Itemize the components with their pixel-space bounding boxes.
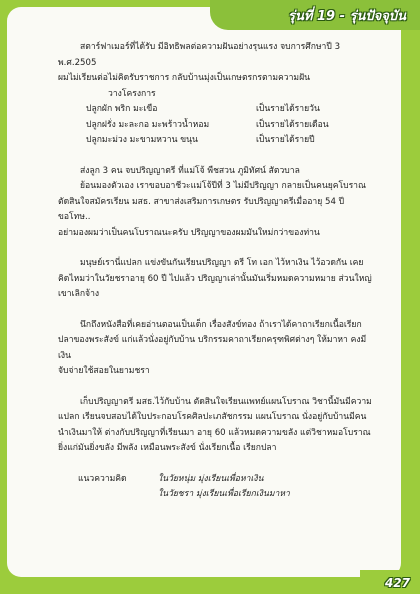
paragraph-line: ปลาของพระสังข์ แก่แล้วนั่งอยู่กับบ้าน บริกรรมคาถาเรียกครุฑพิศต่างๆ ให้มาหา คงมีเงิน [58, 335, 367, 361]
concept-line: ในวัยชรา มุ่งเรียนเพื่อเรียกเงินมาหา [158, 489, 290, 499]
project-income: เป็นรายได้รายปี [256, 135, 315, 145]
paragraph-line: มนุษย์เรานี่แปลก แข่งขันกันเรียนปริญญา ตรี โท เอก ไว้หาเงิน ไว้อวดกัน เคย [80, 258, 364, 268]
page-number-box [360, 570, 420, 594]
project-heading: วางโครงการ [108, 88, 156, 99]
intro-line: ผมไม่เรียนต่อไม่คิดรับราชการ กลับบ้านมุ่งเป็นเกษตรกรตามความฝัน [58, 73, 311, 83]
project-income: เป็นรายได้รายเดือน [256, 119, 329, 130]
paragraph-line: นึกถึงหนังสือที่เคยอ่านตอนเป็นเด็ก เรื่องสังข์ทอง ถ้าเราได้คาถาเรียกเนื้อเรียก [80, 319, 362, 330]
project-row [86, 133, 376, 149]
concept-lines [158, 472, 290, 503]
project-crop: ปลูกผัก พริก มะเขือ [86, 104, 158, 114]
paragraph-line: นำเงินมาให้ ต่างกับปริญญาที่เรียนมา อายุ 60 แล้วหมดความขลัง แต่วิชาหมอโบราณ [58, 427, 371, 438]
concept-block [78, 472, 376, 503]
paragraph-line: จับจ่ายใช้สอยในยามชรา [58, 366, 150, 376]
paragraph-line: อย่ามองผมว่าเป็นคนโบราณนะครับ ปริญญาของผมมันใหม่กว่าของท่าน [58, 227, 320, 238]
project-row [86, 118, 376, 134]
section-title: รุ่นที่ 19 - รุ่นปัจจุบัน [288, 9, 406, 24]
project-list [86, 102, 376, 149]
paragraph-line: แปลก เรียนจบสอบได้ใบประกอบโรคศิลปะเภสัชกรรม แผนโบราณ นั่งอยู่กับบ้านมีคน [58, 412, 367, 422]
concept-label: แนวความคิด [78, 473, 127, 484]
page-number: 427 [384, 576, 410, 590]
intro-line: สตาร์ฟาเมอร์ที่ได้รับ มีอิทธิพลต่อความฝันอย่างรุนแรง จบการศึกษาปี 3 พ.ศ.2505 [58, 42, 341, 68]
project-crop: ปลูกฝรั่ง มะละกอ มะพร้าวน้ำหอม [86, 119, 210, 130]
paragraph-line: คิดไหมว่าในวัยชราอายุ 60 ปี ไปแล้ว ปริญญาเล่านั้นมันเริ่มหมดความหมาย ส่วนใหญ่ [58, 273, 372, 284]
paragraph-line: ยิ่งแก่มันยิ่งขลัง มีพลัง เหมือนพระสังข์ นั่งเรียกเนื้อ เรียกปลา [58, 443, 277, 453]
article-text [58, 40, 376, 503]
project-income: เป็นรายได้รายวัน [256, 104, 320, 114]
header-band [210, 0, 420, 30]
paragraph-line: เขาเลิกจ้าง [58, 289, 100, 299]
concept-line: ในวัยหนุ่ม มุ่งเรียนเพื่อหาเงิน [158, 473, 264, 484]
paragraph-line: ส่งลูก 3 คน จบปริญญาตรี ที่แม่โจ้ พืชสวน ภูมิทัศน์ สัตวบาล [80, 165, 300, 176]
paragraph-line: ย้อนมองตัวเอง เราขอบอาชีวะแม่โจ้ปีที่ 3 ไม่มีปริญญา กลายเป็นคนยุคโบราณ [80, 181, 366, 191]
paragraph-line: เก็บปริญญาตรี มสธ.ไว้กับบ้าน ตัดสินใจเรียนแพทย์แผนโบราณ วิชานี้มันมีความ [80, 396, 372, 407]
project-row [86, 102, 376, 118]
project-crop: ปลูกมะม่วง มะขามหวาน ขนุน [86, 135, 198, 145]
side-strip [406, 40, 420, 574]
paragraph-line: ตัดสินใจสมัครเรียน มสธ. สาขาส่งเสริมการเกษตร รับปริญญาตรีเมื่ออายุ 54 ปี ขอโทษ.. [58, 196, 345, 222]
